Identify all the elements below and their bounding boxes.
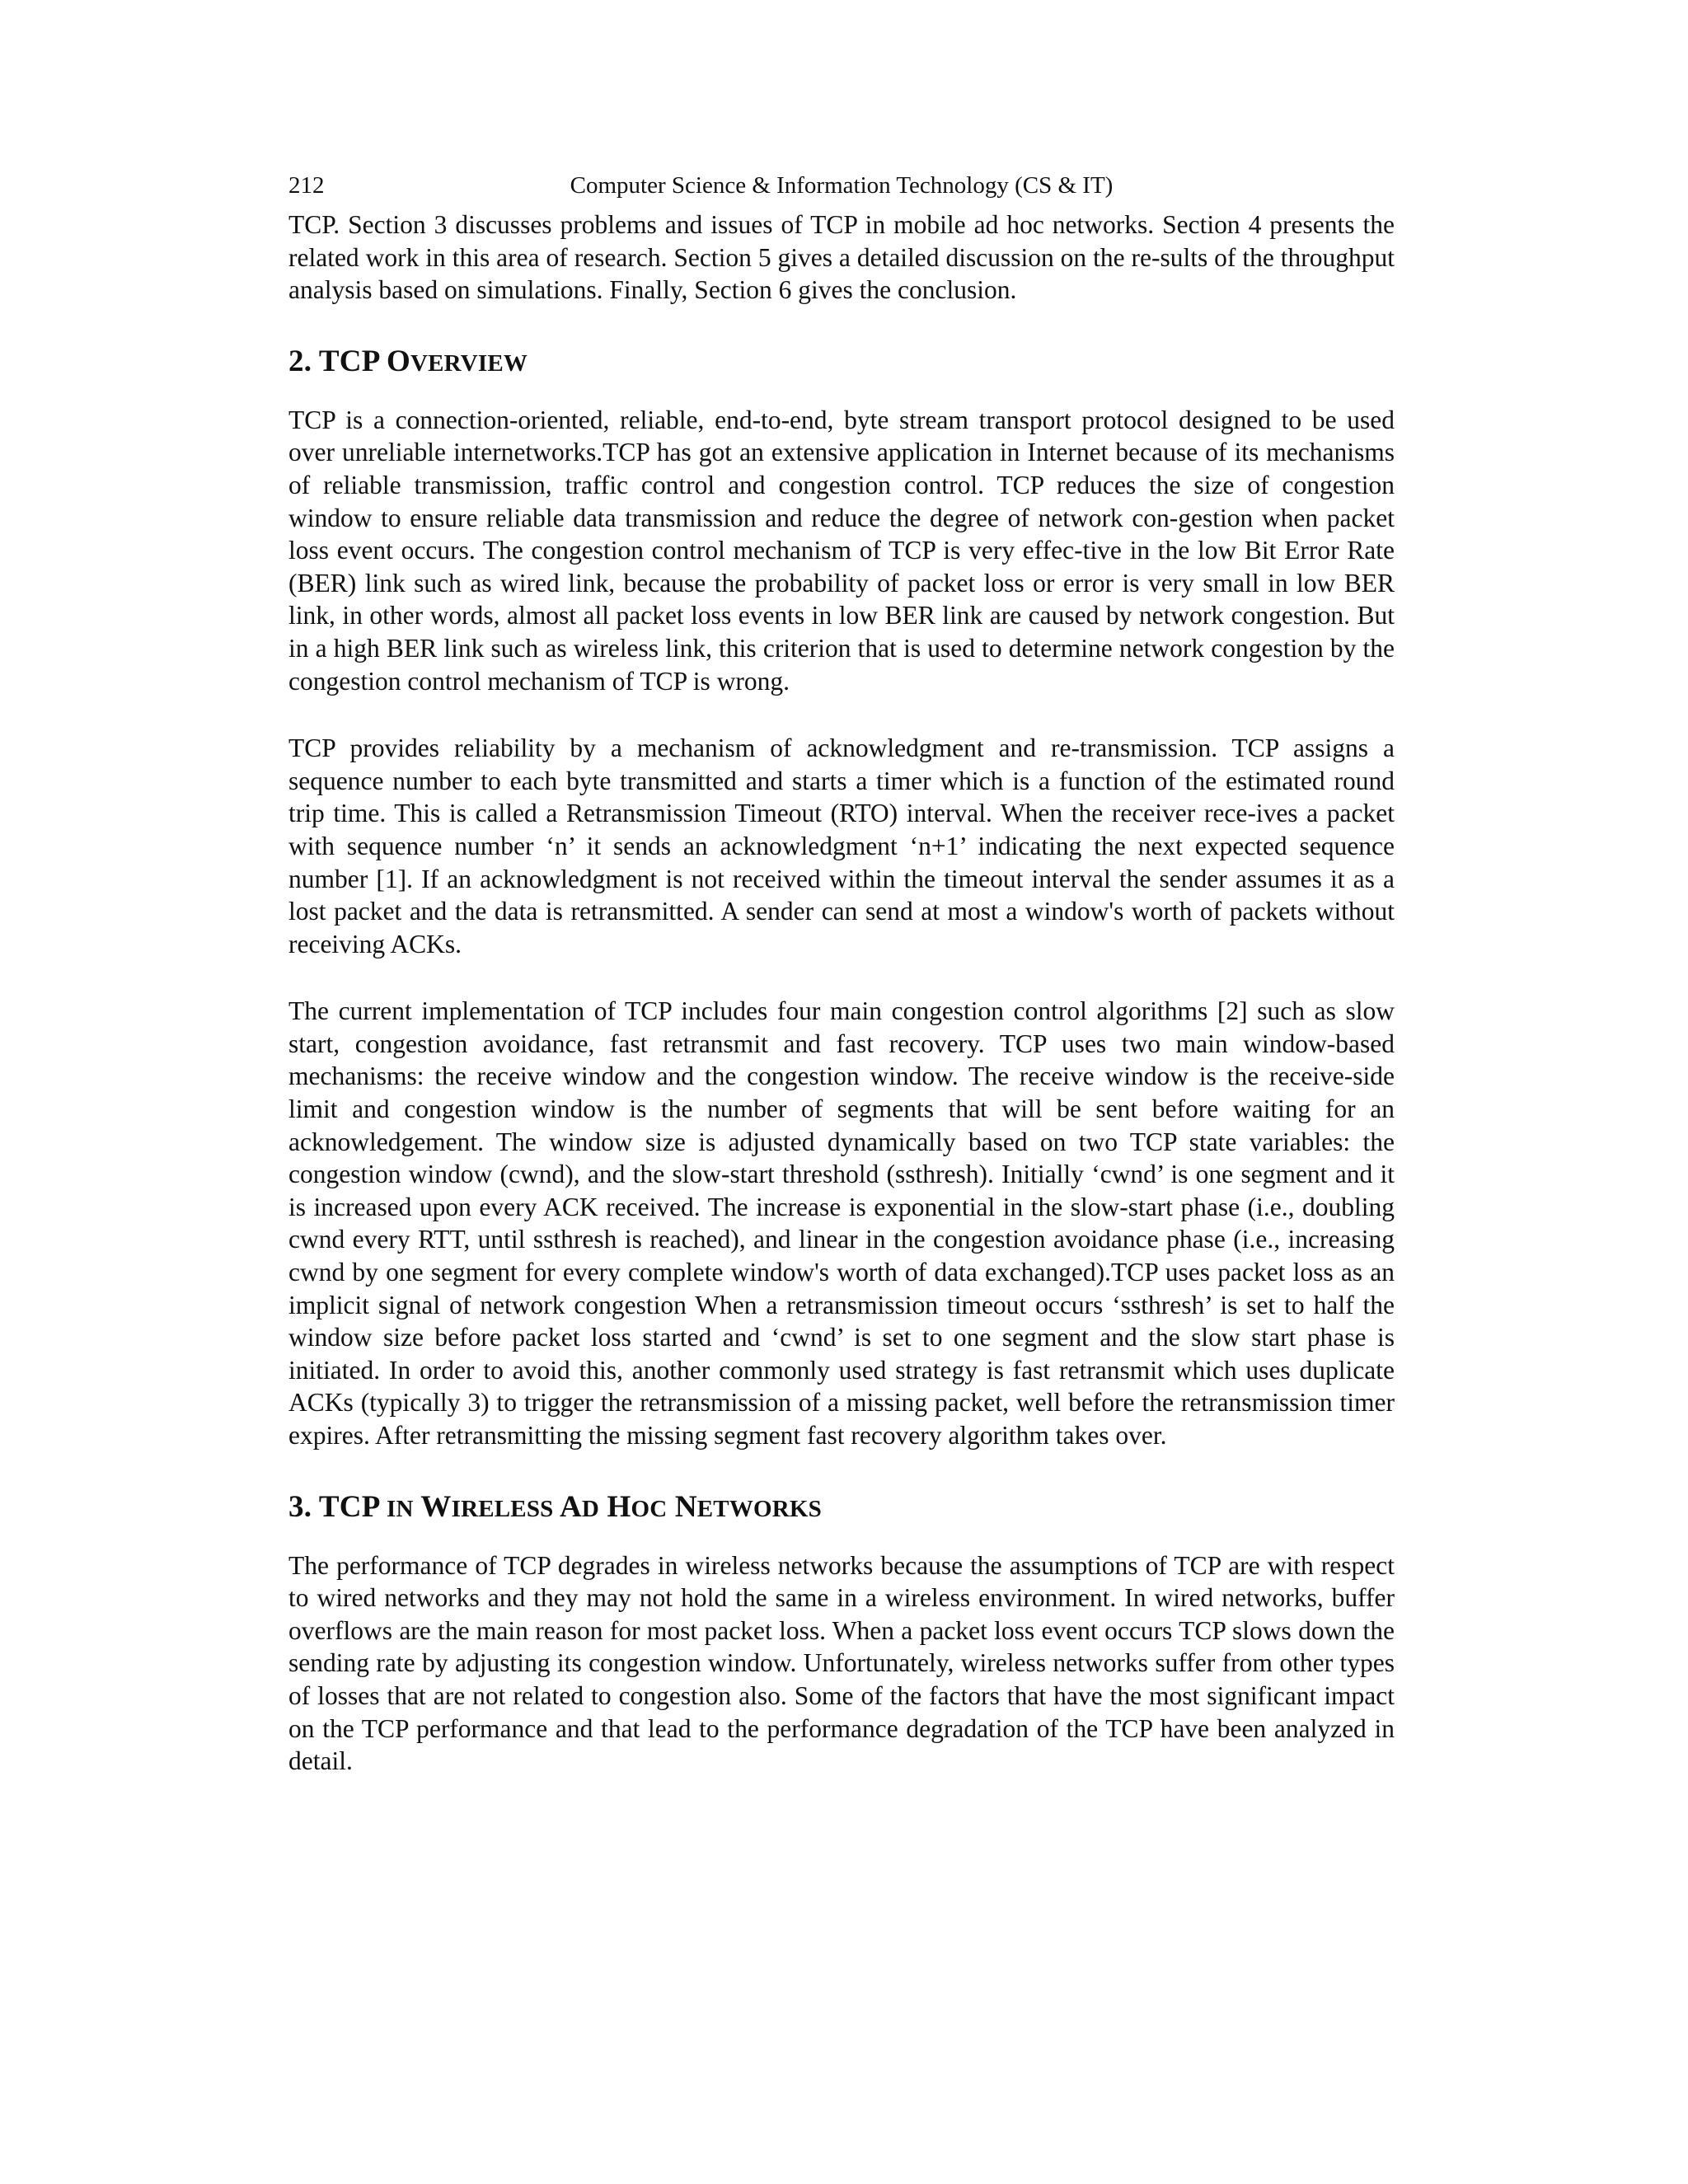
section-heading-smallcaps: VERVIEW xyxy=(410,349,528,377)
paper-page xyxy=(288,169,1395,1778)
section-heading-number: 2. TCP xyxy=(288,344,387,378)
section-heading-smallcaps: OC xyxy=(631,1495,668,1522)
section-heading-initial: A xyxy=(559,1489,582,1524)
section-heading-smallcaps: IN xyxy=(386,1495,414,1522)
body-paragraph: TCP provides reliability by a mechanism of acknowledgment and re-transmission. TCP assigns a sequence number to each byte transmitted and starts a timer which is a function of the estimated round trip time. This is called a Retransmission Timeout (RTO) interval. When the receiver rece-ives a packet with sequence number ‘n’ it sends an acknowledgment ‘n+1’ indicating the next expected sequence number [1]. If an acknowledgment is not received within the timeout interval the sender assumes it as a lost packet and the data is retransmitted. A sender can send at most a window's worth of packets without receiving ACKs. xyxy=(288,733,1395,958)
section-heading-smallcaps: D xyxy=(581,1495,600,1522)
body-paragraph: The current implementation of TCP includes four main congestion control algorithms [2] such as slow start, congestion avoidance, fast retransmit and fast recovery. TCP uses two main window-based mechanisms: the receive window and the congestion window. The receive window is the receive-side limit and congestion window is the number of segments that will be sent before waiting for an acknowledgement. The window size is adjusted dynamically based on two TCP state variables: the congestion window (cwnd), and the slow-start threshold (ssthresh). Initially ‘cwnd’ is one segment and it is increased upon every ACK received. The increase is exponential in the slow-start phase (i.e., doubling cwnd every RTT, until ssthresh is reached), and linear in the congestion avoidance phase (i.e., increasing cwnd by one segment for every complete window's worth of data exchanged).TCP uses packet loss as an implicit signal of network congestion When a retransmission timeout occurs ‘ssthresh’ is set to half the window size before packet loss started and ‘cwnd’ is set to one segment and the slow start phase is initiated. In order to avoid this, another commonly used strategy is fast retransmit which uses duplicate ACKs (typically 3) to trigger the retransmission of a missing packet, well before the retransmission timer expires. After retransmitting the missing segment fast recovery algorithm takes over. xyxy=(288,996,1395,1450)
section-heading-initial: H xyxy=(607,1489,631,1524)
section-heading-initial: O xyxy=(386,344,410,378)
page-number: 212 xyxy=(288,172,325,199)
section-heading-initial: W xyxy=(420,1489,452,1524)
intro-paragraph: TCP. Section 3 discusses problems and issues of TCP in mobile ad hoc networks. Section 4 presents the related work in this area of research. Section 5 gives a detailed discussion on the re-sults of the throughput analysis based on simulations. Finally, Section 6 gives the conclusion. xyxy=(288,210,1395,305)
section-heading-smallcaps: IRELESS xyxy=(451,1495,554,1522)
body-paragraph: TCP is a connection-oriented, reliable, end-to-end, byte stream transport protocol designed to be used over unreliable internetworks.TCP has got an extensive application in Internet because of its mechanisms of reliable transmission, traffic control and congestion control. TCP reduces the size of congestion window to ensure reliable data transmission and reduce the degree of network con-gestion when packet loss event occurs. The congestion control mechanism of TCP is very effec-tive in the low Bit Error Rate (BER) link such as wired link, because the probability of packet loss or error is very small in low BER link, in other words, almost all packet loss events in low BER link are caused by network congestion. But in a high BER link such as wireless link, this criterion that is used to determine network congestion by the congestion control mechanism of TCP is wrong. xyxy=(288,405,1395,696)
running-head xyxy=(288,169,1395,202)
section-heading-tcp-overview xyxy=(288,343,1395,382)
body-paragraph: The performance of TCP degrades in wireless networks because the assumptions of TCP are with respect to wired networks and they may not hold the same in a wireless environment. In wired networks, buffer overflows are the main reason for most packet loss. When a packet loss event occurs TCP slows down the sending rate by adjusting its congestion window. Unfortunately, wireless networks suffer from other types of losses that are not related to congestion also. Some of the factors that have the most significant impact on the TCP performance and that lead to the performance degradation of the TCP have been analyzed in detail. xyxy=(288,1550,1395,1776)
section-heading-tcp-in-wireless-ad-hoc-networks xyxy=(288,1488,1395,1528)
section-heading-initial: N xyxy=(674,1489,697,1524)
journal-title: Computer Science & Information Technology (CS & IT) xyxy=(570,172,1114,199)
section-heading-smallcaps: ETWORKS xyxy=(696,1495,823,1522)
section-heading-number: 3. TCP xyxy=(288,1489,387,1524)
